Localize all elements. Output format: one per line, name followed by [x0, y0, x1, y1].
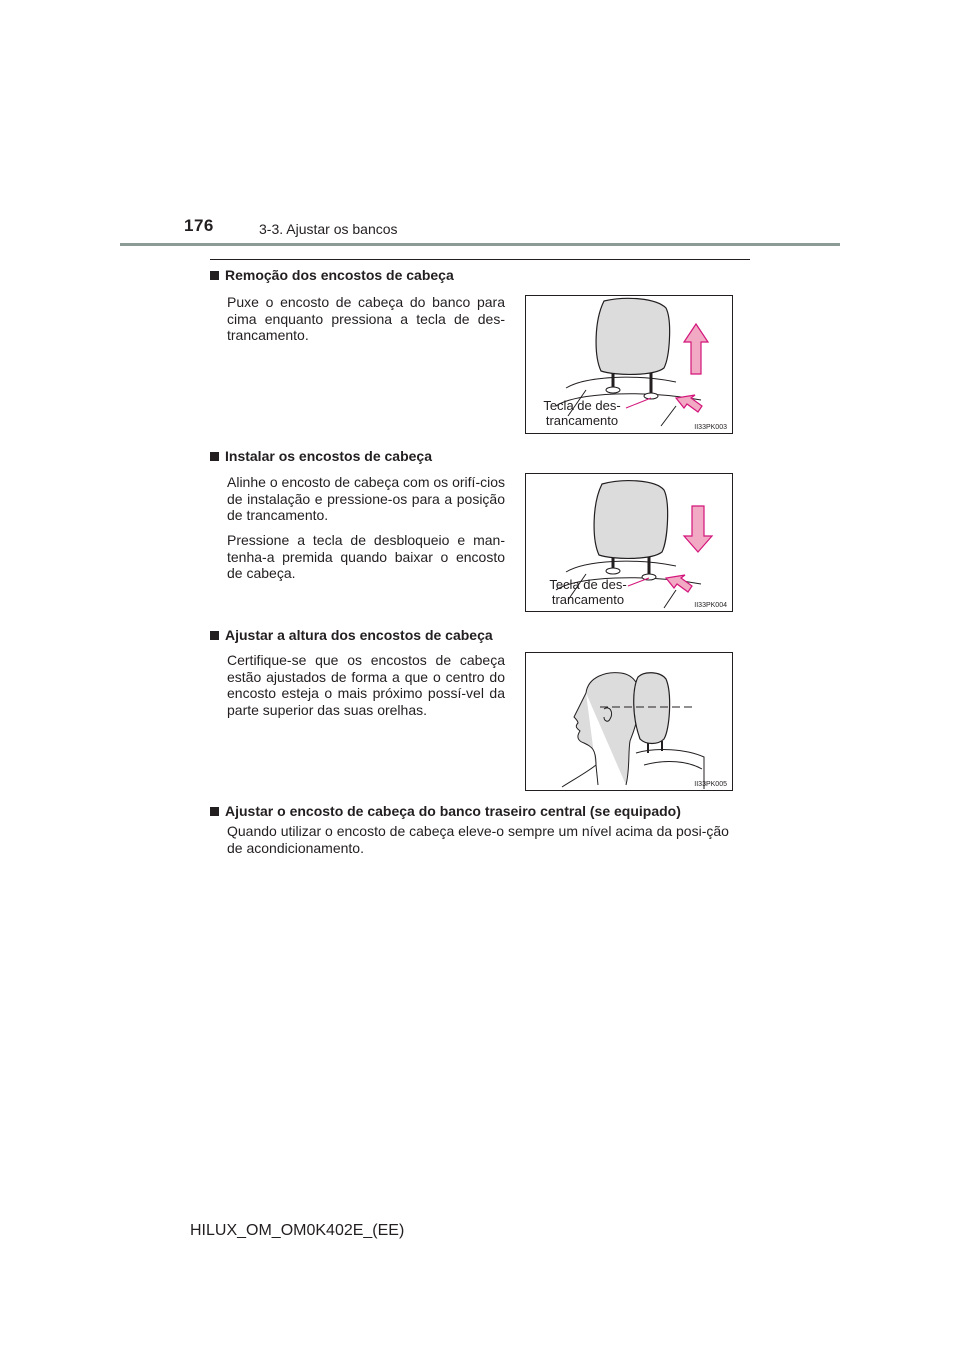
square-bullet-icon	[210, 452, 219, 461]
label-line: Tecla de des-	[549, 577, 627, 592]
square-bullet-icon	[210, 271, 219, 280]
figure-remove-headrest	[525, 295, 733, 434]
heading-install-headrest	[210, 448, 432, 464]
label-line: Tecla de des-	[543, 398, 621, 413]
paragraph-remove-instructions: Puxe o encosto de cabeça do banco para cima enquanto pressiona a tecla de des-trancamento.	[227, 294, 505, 343]
figure-code: II33PK004	[694, 602, 727, 609]
figure-label	[534, 398, 630, 428]
header-rule	[120, 243, 840, 246]
heading-remove-headrest	[210, 267, 454, 283]
paragraph-install-press: Pressione a tecla de desbloqueio e man-tenha-a premida quando baixar o encosto de cabeça.	[227, 532, 505, 581]
heading-text: Remoção dos encostos de cabeça	[225, 267, 454, 283]
figure-code: II33PK005	[694, 781, 727, 788]
heading-text: Ajustar a altura dos encostos de cabeça	[225, 627, 493, 643]
content-top-rule	[210, 259, 750, 260]
heading-text: Ajustar o encosto de cabeça do banco traseiro central (se equipado)	[225, 803, 681, 819]
figure-adjust-height	[525, 652, 733, 791]
document-code: HILUX_OM_OM0K402E_(EE)	[190, 1222, 405, 1239]
paragraph-install-align: Alinhe o encosto de cabeça com os orifí-cios de instalação e pressione-os para a posição de trancamento.	[227, 474, 505, 523]
heading-adjust-height	[210, 627, 493, 643]
figure-code: II33PK003	[694, 424, 727, 431]
head-profile-illustration	[526, 653, 732, 790]
square-bullet-icon	[210, 631, 219, 640]
figure-label	[540, 577, 636, 607]
heading-text: Instalar os encostos de cabeça	[225, 448, 432, 464]
label-line: trancamento	[551, 592, 625, 607]
figure-install-headrest	[525, 473, 733, 612]
heading-rear-center-headrest	[210, 803, 681, 819]
paragraph-adjust-height: Certifique-se que os encostos de cabeça estão ajustados de forma a que o centro do encosto esteja o mais próximo possí-vel da parte superior das suas orelhas.	[227, 652, 505, 718]
page-number: 176	[184, 216, 214, 235]
label-line: trancamento	[545, 413, 619, 428]
paragraph-rear-center: Quando utilizar o encosto de cabeça eleve-o sempre um nível acima da posi-ção de acondicionamento.	[227, 823, 729, 856]
square-bullet-icon	[210, 807, 219, 816]
section-title: 3-3. Ajustar os bancos	[259, 221, 398, 237]
